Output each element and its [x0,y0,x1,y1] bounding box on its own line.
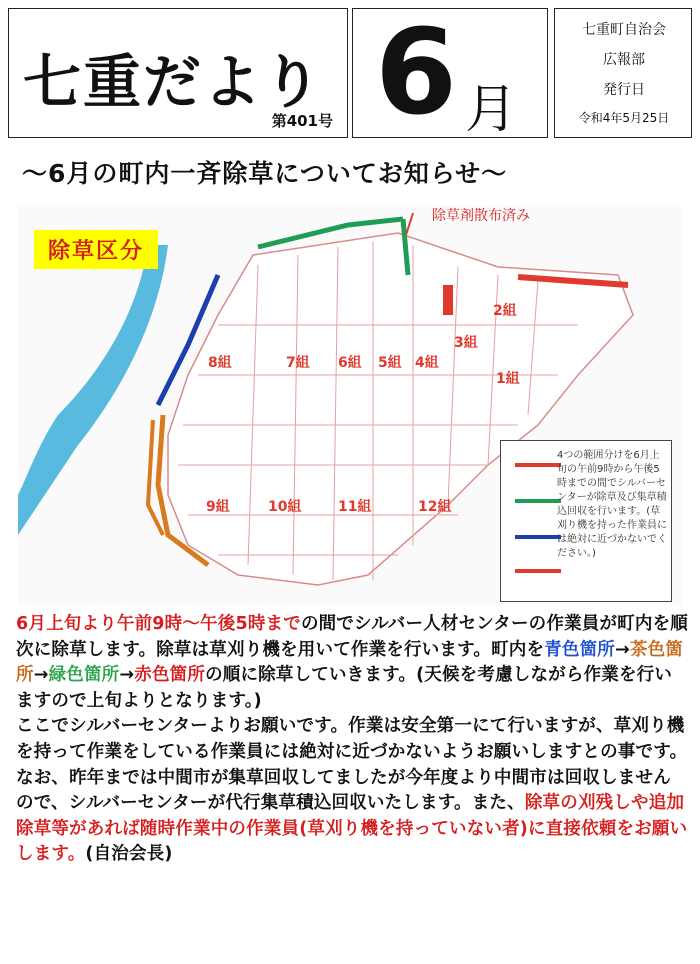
weeding-legend-title: 除草区分 [34,230,158,269]
blue-area-text: 青色箇所 [544,639,616,660]
legend-blue-line [515,535,561,539]
body-text-2: の順に除草していきます。(天候を考慮しながら作業を行いますので上旬よりとなります。) [16,665,673,711]
publisher-name: 七重町自治会 [582,22,666,38]
request-highlight: 除草の刈残しや追加除草等があれば随時作業中の作業員(草刈り機を持っていない者)に直接依頼をお願いします。 [16,793,688,865]
group-label: 8組 [208,355,232,371]
group-label: 11組 [338,499,372,515]
article-body [16,612,688,868]
legend-green-line [515,499,561,503]
month-number: 6 [375,3,458,141]
newsletter-title: 七重だより [23,48,324,116]
group-label: 1組 [496,371,520,387]
group-label: 10組 [268,499,302,515]
red-area-text: 赤色箇所 [134,665,206,686]
group-label: 5組 [378,355,402,371]
legend-red-line [515,463,561,467]
legend-red-line-2 [515,569,561,573]
arrow: → [119,665,135,686]
title-box [8,8,348,138]
group-label: 6組 [338,355,362,371]
arrow: → [33,665,49,686]
group-label: 12組 [418,499,452,515]
signature: (自治会長) [85,844,173,865]
arrow: → [615,639,630,660]
schedule-highlight: 6月上旬より午前9時～午後5時まで [16,614,301,634]
body-text-1: の間でシルバー人材センターの作業員が町内を順次に除草します。除草は草刈り機を用いて作業を行います。町内を [16,614,688,660]
body-text-3: ここでシルバーセンターよりお願いです。作業は安全第一にて行いますが、草刈り機を持って作業をしている作業員には絶対に近づかないようお願いしますとの事です。なお、昨年までは中間市が集草回収してましたが今年度より中間市は回収しませんので、シルバーセンターが代行集草積込回収いたします。また、 [16,716,688,814]
brown-area-text: 茶色箇所 [16,639,683,686]
issue-number: 第401号 [271,112,333,130]
red-area-block [443,285,453,315]
herbicide-note: 除草剤散布済み [432,208,530,224]
month-box [352,3,548,141]
publisher-box [554,8,692,138]
headline: ～6月の町内一斉除草についてお知らせ～ [22,159,508,188]
legend-note-box [500,440,672,602]
green-area-text: 緑色箇所 [48,665,120,686]
group-label: 2組 [493,303,517,319]
group-label: 9組 [206,499,230,515]
group-label: 7組 [286,355,310,371]
department-name: 広報部 [603,52,645,68]
month-kanji: 月 [465,80,518,140]
legend-note-text: 4つの範囲分けを6月上旬の午前9時から午後5時までの間でシルバーセンターが除草及び集草積込回収を行います。(草刈り機を持った作業員には絶対に近づかないでください。) [557,450,667,559]
date-label: 発行日 [603,82,645,98]
newsletter-header [8,3,692,141]
group-label: 3組 [454,335,478,351]
group-label: 4組 [415,355,439,371]
issue-date: 令和4年5月25日 [578,111,670,125]
